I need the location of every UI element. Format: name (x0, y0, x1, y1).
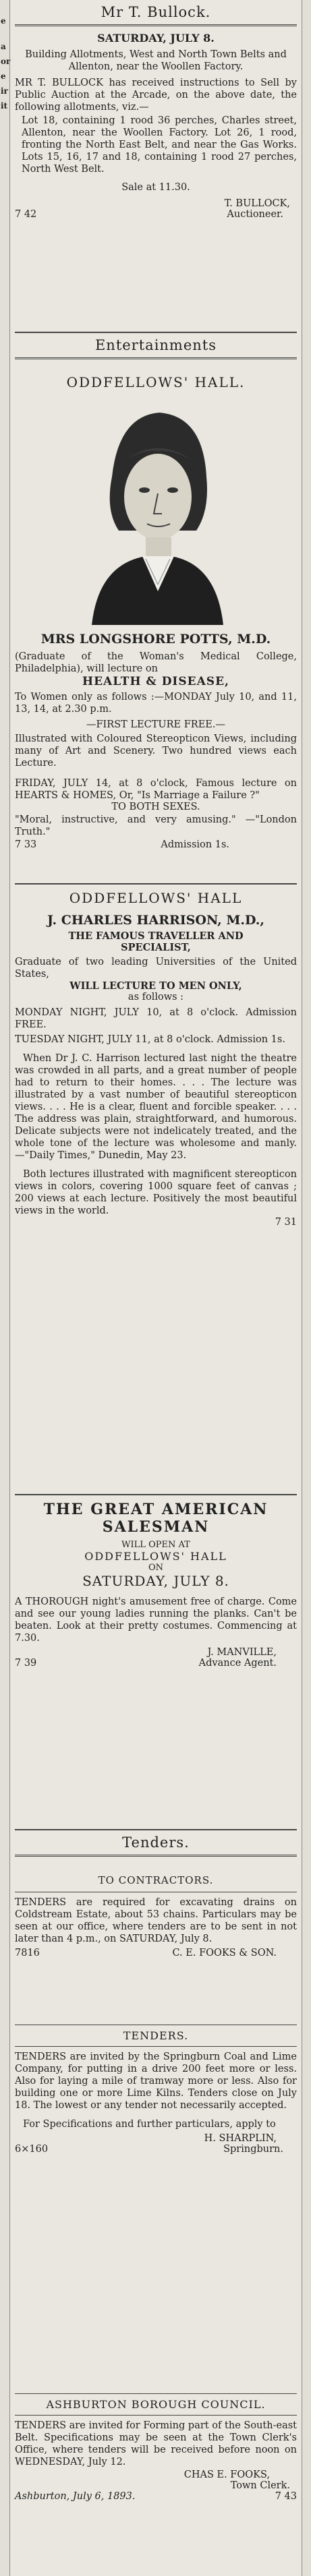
portrait-engraving (72, 396, 240, 625)
signer: C. E. FOOKS & SON. (172, 1948, 277, 1958)
venue: ODDFELLOWS' HALL. (66, 374, 246, 390)
ref-code: 7 43 (275, 2491, 297, 2502)
advert-heading: TO CONTRACTORS. (98, 1874, 214, 1886)
credentials: (Graduate of the Woman's Medical College, Philadelphia), will lecture on (15, 651, 297, 674)
margin-fragment: e (1, 16, 6, 26)
springburn-advert (15, 2025, 297, 2155)
divider (15, 357, 297, 359)
signer-title: Town Clerk. (230, 2480, 290, 2491)
divider (15, 1829, 297, 1830)
signer-title: Auctioneer. (227, 209, 283, 220)
illustration-note: Illustrated with Coloured Stereopticon Views, including many of Art and Scenery. Two hundred views each Lecture. (15, 733, 297, 769)
lecture-audience: WILL LECTURE TO MEN ONLY, (69, 980, 242, 992)
footer-row (15, 2144, 297, 2155)
subtitle-line: THE FAMOUS TRAVELLER AND (68, 930, 244, 942)
dateline: Ashburton, July 6, 1893. (15, 2491, 136, 2502)
friday-lecture: FRIDAY, JULY 14, at 8 o'clock, Famous lecture on HEARTS & HOMES, Or, "Is Marriage a Failure ?" (15, 778, 297, 801)
sale-date: SATURDAY, JULY 8. (97, 32, 215, 44)
venue: ODDFELLOWS' HALL (84, 1550, 227, 1563)
footer-row (15, 1658, 297, 1669)
show-title: THE GREAT AMERICAN (43, 1501, 268, 1518)
show-description: A THOROUGH night's amusement free of charge. Come and see our young ladies running the planks. Can't be beaten. Look at their pretty costumes. Commencing at 7.30. (15, 1596, 297, 1644)
on-label: ON (148, 1563, 164, 1573)
women-schedule: To Women only as follows :—MONDAY July 10, and 11, 13, 14, at 2.30 p.m. (15, 692, 297, 715)
margin-fragment: or (1, 57, 11, 66)
signer: H. SHARPLIN, (204, 2133, 277, 2144)
divider (15, 2393, 297, 2394)
press-review: When Dr J. C. Harrison lectured last night the theatre was crowded in all parts, and a great number of people had to return to their homes. . . . The lecture was illustrated by a vast number of beautiful stereopticon views. . . . He is a clear, fluent and forcible speaker. . . . The address was plain, straightforward, and humorous. Delicate subjects were not indelicately treated, and the whole tone of the lecture was wholesome and manly.—"Daily Times," Dunedin, May 23. (15, 1053, 297, 1161)
council-advert (15, 2393, 297, 2502)
tenders-section (15, 1829, 297, 1857)
bullock-advert (15, 4, 297, 220)
signer: T. BULLOCK, (224, 198, 290, 209)
monday-lecture: MONDAY NIGHT, JULY 10, at 8 o'clock. Admission FREE. (15, 1007, 297, 1030)
lecture-details: Both lectures illustrated with magnificent stereopticon views in colors, covering 1000 square feet of canvas ; 200 views at each lecture. Positively the most beautiful views in the world. (15, 1169, 297, 1216)
sale-time: Sale at 11.30. (121, 182, 190, 193)
lots-text: Lot 18, containing 1 rood 36 perches, Charles street, Allenton, near the Woollen Factory. Lot 26, 1 rood, fronting the North East Belt, and near the Gas Works. Lots 15, 16, 17 and 18, containing 1 rood 27 perches, North West Belt. (22, 115, 297, 175)
section-heading: Tenders. (122, 1834, 190, 1851)
admission: Admission 1s. (161, 839, 229, 850)
lecturer-name: J. CHARLES HARRISON, M.D., (47, 913, 265, 928)
footer-row (15, 1948, 297, 1958)
tender-body: TENDERS are invited by the Springburn Coal and Lime Company, for putting in a drive 200 feet more or less. Also for laying a mile of tramway more or less. Also for building one or more Lime Kilns. Tenders close on July 18. The lowest or any tender not necessarily accepted. (15, 2051, 297, 2111)
tender-body: TENDERS are required for excavating drains on Coldstream Estate, about 53 chains. Particulars may be seen at our office, where tenders are to be sent in not later than 4 p.m., on SATURDAY, July 8. (15, 1897, 297, 1944)
ref-code: 7 39 (15, 1658, 37, 1669)
divider (15, 24, 297, 26)
divider (15, 332, 297, 333)
specification-note: For Specifications and further particulars, apply to (23, 2119, 276, 2130)
intro-text: Building Allotments, West and North Town Belts and Allenton, near the Woollen Factory. (25, 49, 287, 72)
show-date: SATURDAY, JULY 8. (82, 1573, 229, 1589)
advert-header: Mr T. Bullock. (101, 4, 211, 20)
tuesday-lecture: TUESDAY NIGHT, JULY 11, at 8 o'clock. Admission 1s. (15, 1034, 285, 1045)
potts-advert (15, 374, 297, 850)
signer-title: Advance Agent. (198, 1658, 277, 1669)
divider (15, 883, 297, 885)
advert-heading: ASHBURTON BOROUGH COUNCIL. (46, 2398, 266, 2411)
venue: ODDFELLOWS' HALL (69, 890, 243, 906)
divider (15, 1855, 297, 1857)
body-text: MR T. BULLOCK has received instructions to Sell by Public Auction at the Arcade, on the above date, the following allotments, viz.— (15, 78, 297, 113)
opening-note: WILL OPEN AT (121, 1540, 190, 1550)
margin-fragment: e (1, 71, 6, 81)
contractors-advert (15, 1874, 297, 1958)
divider (15, 2415, 297, 2416)
salesman-advert (15, 1494, 297, 1669)
lecturer-name: MRS LONGSHORE POTTS, M.D. (40, 632, 271, 647)
ref-code: 7 33 (15, 839, 37, 850)
review-quote: "Moral, instructive, and very amusing." —"London Truth." (15, 814, 297, 837)
right-column-edge (302, 0, 311, 2576)
divider (15, 1494, 297, 1495)
footer-row (15, 839, 297, 850)
margin-fragment: ir (1, 86, 8, 96)
signer: J. MANVILLE, (207, 1647, 277, 1658)
audience: TO BOTH SEXES. (111, 802, 200, 812)
margin-fragment: it (1, 101, 8, 111)
section-heading: Entertainments (94, 337, 217, 353)
margin-fragment: a (1, 42, 6, 51)
entertainments-section (15, 332, 297, 359)
ref-code: 7 31 (275, 1217, 297, 1228)
as-follows: as follows : (128, 992, 184, 1002)
place: Springburn. (223, 2144, 283, 2155)
show-title: SALESMAN (102, 1518, 210, 1536)
advert-heading: TENDERS. (123, 2029, 189, 2042)
ref-code: 7816 (15, 1948, 40, 1958)
ref-code: 6×160 (15, 2144, 49, 2155)
divider (15, 2046, 297, 2047)
lecture-topic: HEALTH & DISEASE, (82, 675, 229, 688)
harrison-advert (15, 883, 297, 1228)
first-lecture: —FIRST LECTURE FREE.— (86, 719, 225, 730)
footer-row (15, 209, 297, 220)
footer-row (15, 2491, 297, 2502)
tender-body: TENDERS are invited for Forming part of the South-east Belt. Specifications may be seen at the Town Clerk's Office, where tenders will be received before noon on WEDNESDAY, July 12. (15, 2420, 297, 2467)
credentials: Graduate of two leading Universities of the United States, (15, 957, 297, 980)
subtitle-line: SPECIALIST, (121, 942, 191, 953)
left-column-edge (0, 0, 10, 2576)
signer: CHAS E. FOOKS, (183, 2469, 270, 2480)
ref-code: 7 42 (15, 209, 37, 220)
